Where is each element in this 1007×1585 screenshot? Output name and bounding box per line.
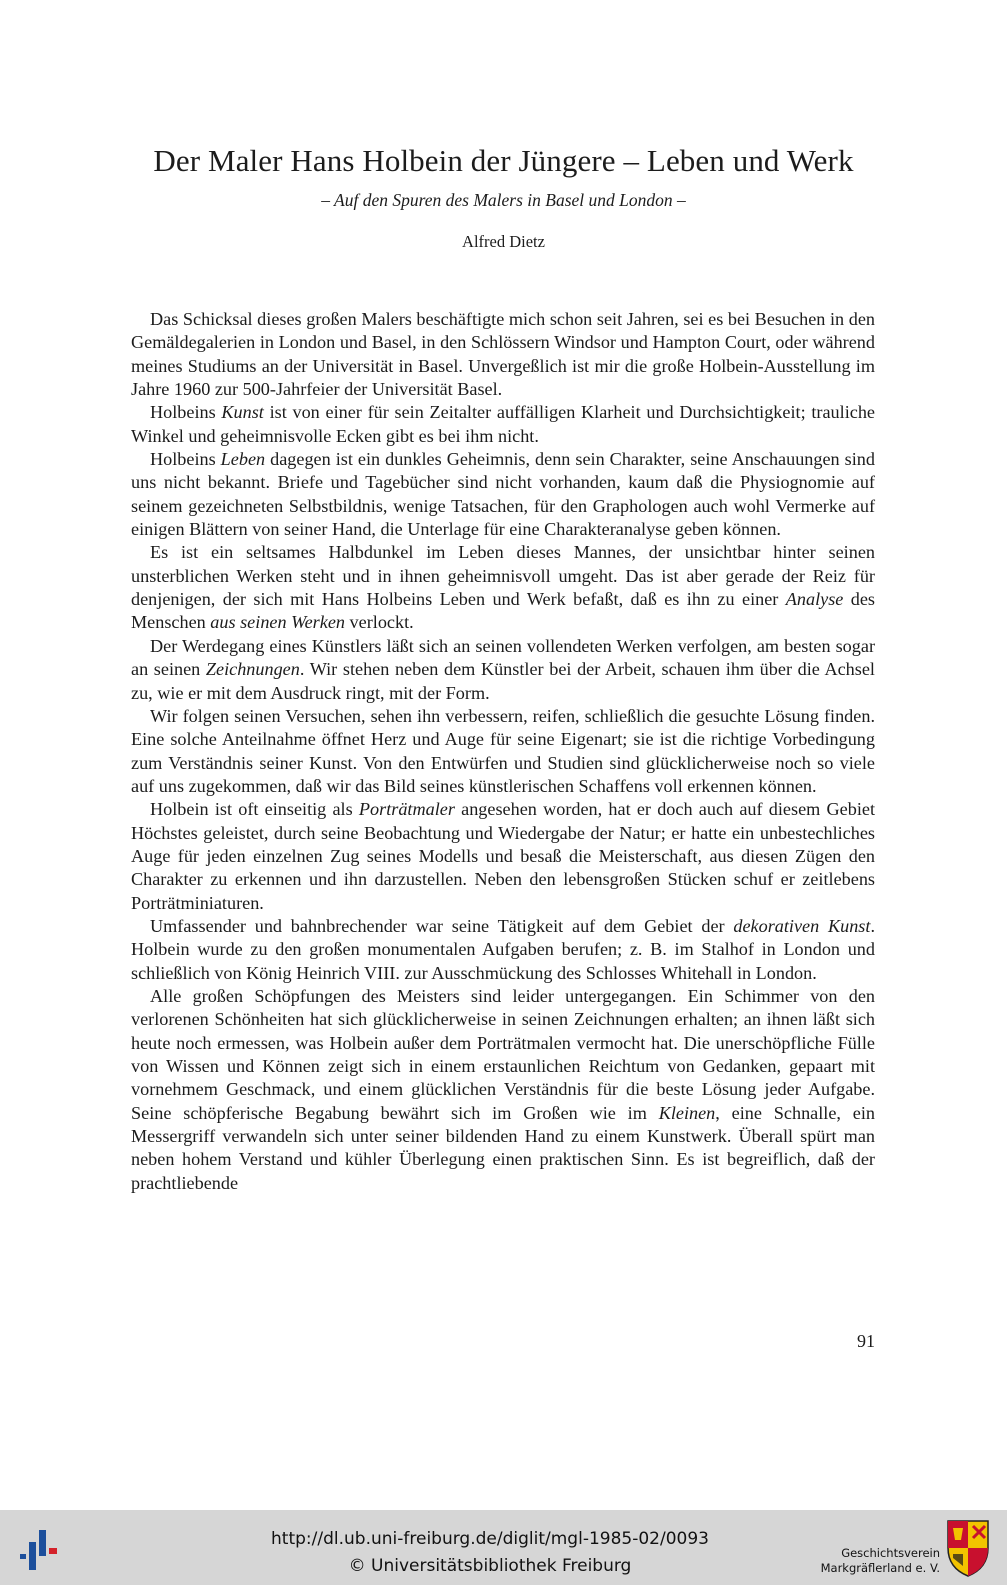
text-run: Wir folgen seinen Versuchen, sehen ihn verbessern, reifen, schließlich die gesuchte Lösung finden. Eine solche Anteilnahme öffnet Herz und Auge für seine Eigenart; sie ist die richtige Vorbedingung zum Verständnis seiner Kunst. Von den Entwürfen und Studien sind glücklicherweise noch so viele auf uns zugekommen, daß wir das Bild seines künstlerischen Schaffens voll erkennen können. — [131, 705, 875, 796]
text-run: . Holbein wurde zu den großen monumentalen Aufgaben berufen; z. B. im Stalhof in London und schließlich von König Heinrich VIII. zur Ausschmückung des Schlosses Whitehall in London. — [131, 915, 875, 983]
society-name-line: Markgräflerland e. V. — [820, 1561, 940, 1575]
text-run: ist von einer für sein Zeitalter auffälligen Klarheit und Durchsichtigkeit; trauliche Winkel und geheimnisvolle Ecken gibt es bei ihm nicht. — [131, 402, 875, 446]
permalink-url[interactable]: http://dl.ub.uni-freiburg.de/diglit/mgl-1985-02/0093 — [271, 1529, 709, 1549]
page-number: 91 — [857, 1331, 875, 1351]
text-run: angesehen worden, hat er doch auch auf diesem Gebiet Höchstes geleistet, durch seine Beobachtung und Wiedergabe der Natur; er hatte ein unbestechliches Auge für jeden einzelnen Zug seines Modells und besaß die Meisterschaft, aus diesen Zügen den Charakter zu erkennen und ihn darzustellen. Neben den lebensgroßen Stücken schuf er zeitlebens Porträtminiaturen. — [131, 799, 875, 913]
text-run: Holbeins — [150, 402, 222, 423]
emphasis-text: Kleinen — [658, 1102, 716, 1123]
text-run: Umfassender und bahnbrechender war seine Tätigkeit auf dem Gebiet der — [150, 915, 734, 936]
text-run: Der Werdegang eines Künstlers läßt sich an seinen vollendeten Werken verfolgen, am besten sogar an seinen — [131, 635, 875, 680]
text-run: Holbein ist oft einseitig als — [150, 799, 359, 820]
body-paragraph — [131, 985, 875, 1195]
text-run: , eine Schnalle, ein Messergriff verwandeln sich unter seiner bildenden Hand zu einem Kunstwerk. Überall spürt man neben hohem Verstand und kühler Überlegung einen praktischen Sinn. Es ist begreiflich, daß der prachtliebende — [131, 1102, 876, 1193]
article-author: Alfred Dietz — [462, 232, 545, 251]
text-run: verlockt. — [345, 612, 414, 633]
body-paragraph — [131, 448, 875, 541]
logo-bar — [20, 1554, 26, 1559]
ub-freiburg-logo-icon[interactable] — [20, 1524, 64, 1574]
emphasis-text: Kunst — [221, 402, 264, 423]
body-paragraph — [131, 308, 875, 401]
emphasis-text: aus seinen Werken — [210, 612, 345, 633]
text-run: . Wir stehen neben dem Künstler bei der Arbeit, schauen ihm über die Achsel zu, wie er mit dem Ausdruck ringt, mit der Form. — [131, 659, 875, 703]
body-paragraph — [131, 705, 875, 798]
emphasis-text: Porträtmaler — [358, 799, 455, 820]
emphasis-text: Analyse — [785, 589, 844, 610]
body-paragraph — [131, 798, 875, 915]
body-paragraph — [131, 401, 875, 448]
copyright-text: © Universitätsbibliothek Freiburg — [348, 1556, 632, 1576]
coat-of-arms-icon — [945, 1518, 991, 1578]
article-title: Der Maler Hans Holbein der Jüngere – Leben und Werk — [153, 143, 854, 178]
body-paragraph — [131, 915, 875, 985]
article-body — [131, 308, 875, 1195]
logo-bar — [49, 1548, 57, 1554]
text-run: Das Schicksal dieses großen Malers beschäftigte mich schon seit Jahren, sei es bei Besuchen in den Gemäldegalerien in London und Basel, in den Schlössern Windsor und Hampton Court, oder während meines Studiums an der Universität in Basel. Unvergeßlich ist mir die große Holbein-Ausstellung im Jahre 1960 zur 500-Jahrfeier der Universität Basel. — [131, 309, 875, 400]
text-run: des Menschen — [131, 589, 875, 633]
body-paragraph — [131, 541, 875, 634]
body-paragraph — [131, 635, 875, 705]
society-name-line: Geschichtsverein — [841, 1546, 940, 1560]
article-subtitle: – Auf den Spuren des Malers in Basel und London – — [321, 190, 686, 210]
emphasis-text: dekorativen Kunst — [733, 915, 871, 936]
text-run: dagegen ist ein dunkles Geheimnis, denn sein Charakter, seine Anschauungen sind uns nicht bekannt. Briefe und Tagebücher sind nicht vorhanden, kaum daß die Physiognomie auf seinem gezeichneten Selbstbildnis, wenige Tatsachen, für den Graphologen auch wohl Vermerke auf einigen Blättern von seiner Hand, die Unterlage für eine Charakteranalyse geben können. — [131, 449, 875, 540]
emphasis-text: Zeichnungen — [205, 659, 300, 680]
text-run: Alle großen Schöpfungen des Meisters sind leider untergegangen. Ein Schimmer von den verlorenen Schönheiten hat sich glücklicherweise in seinen Zeichnungen erhalten; an ihnen läßt sich heute noch ermessen, was Holbein außer dem Porträtmalen vermocht hat. Die unerschöpfliche Fülle von Wissen und Können zeigt sich in einem erstaunlichen Reichtum von Gedanken, gepaart mit vornehmem Geschmack, und einem glücklichen Verständnis für die beste Lösung jeder Aufgabe. Seine schöpferische Begabung bewährt sich im Großen wie im — [131, 985, 875, 1123]
footer-bar — [0, 1510, 1007, 1585]
society-name — [810, 1546, 940, 1576]
emphasis-text: Leben — [220, 449, 266, 470]
logo-bar — [29, 1542, 36, 1570]
text-run: Holbeins — [150, 449, 221, 470]
text-run: Es ist ein seltsames Halbdunkel im Leben dieses Mannes, der unsichtbar hinter seinen unsterblichen Werken steht und in ihnen geheimnisvoll umgeht. Das ist aber gerade der Reiz für denjenigen, der sich mit Hans Holbeins Leben und Werk befaßt, daß es ihn zu einer — [131, 542, 875, 610]
logo-bar — [39, 1530, 46, 1556]
